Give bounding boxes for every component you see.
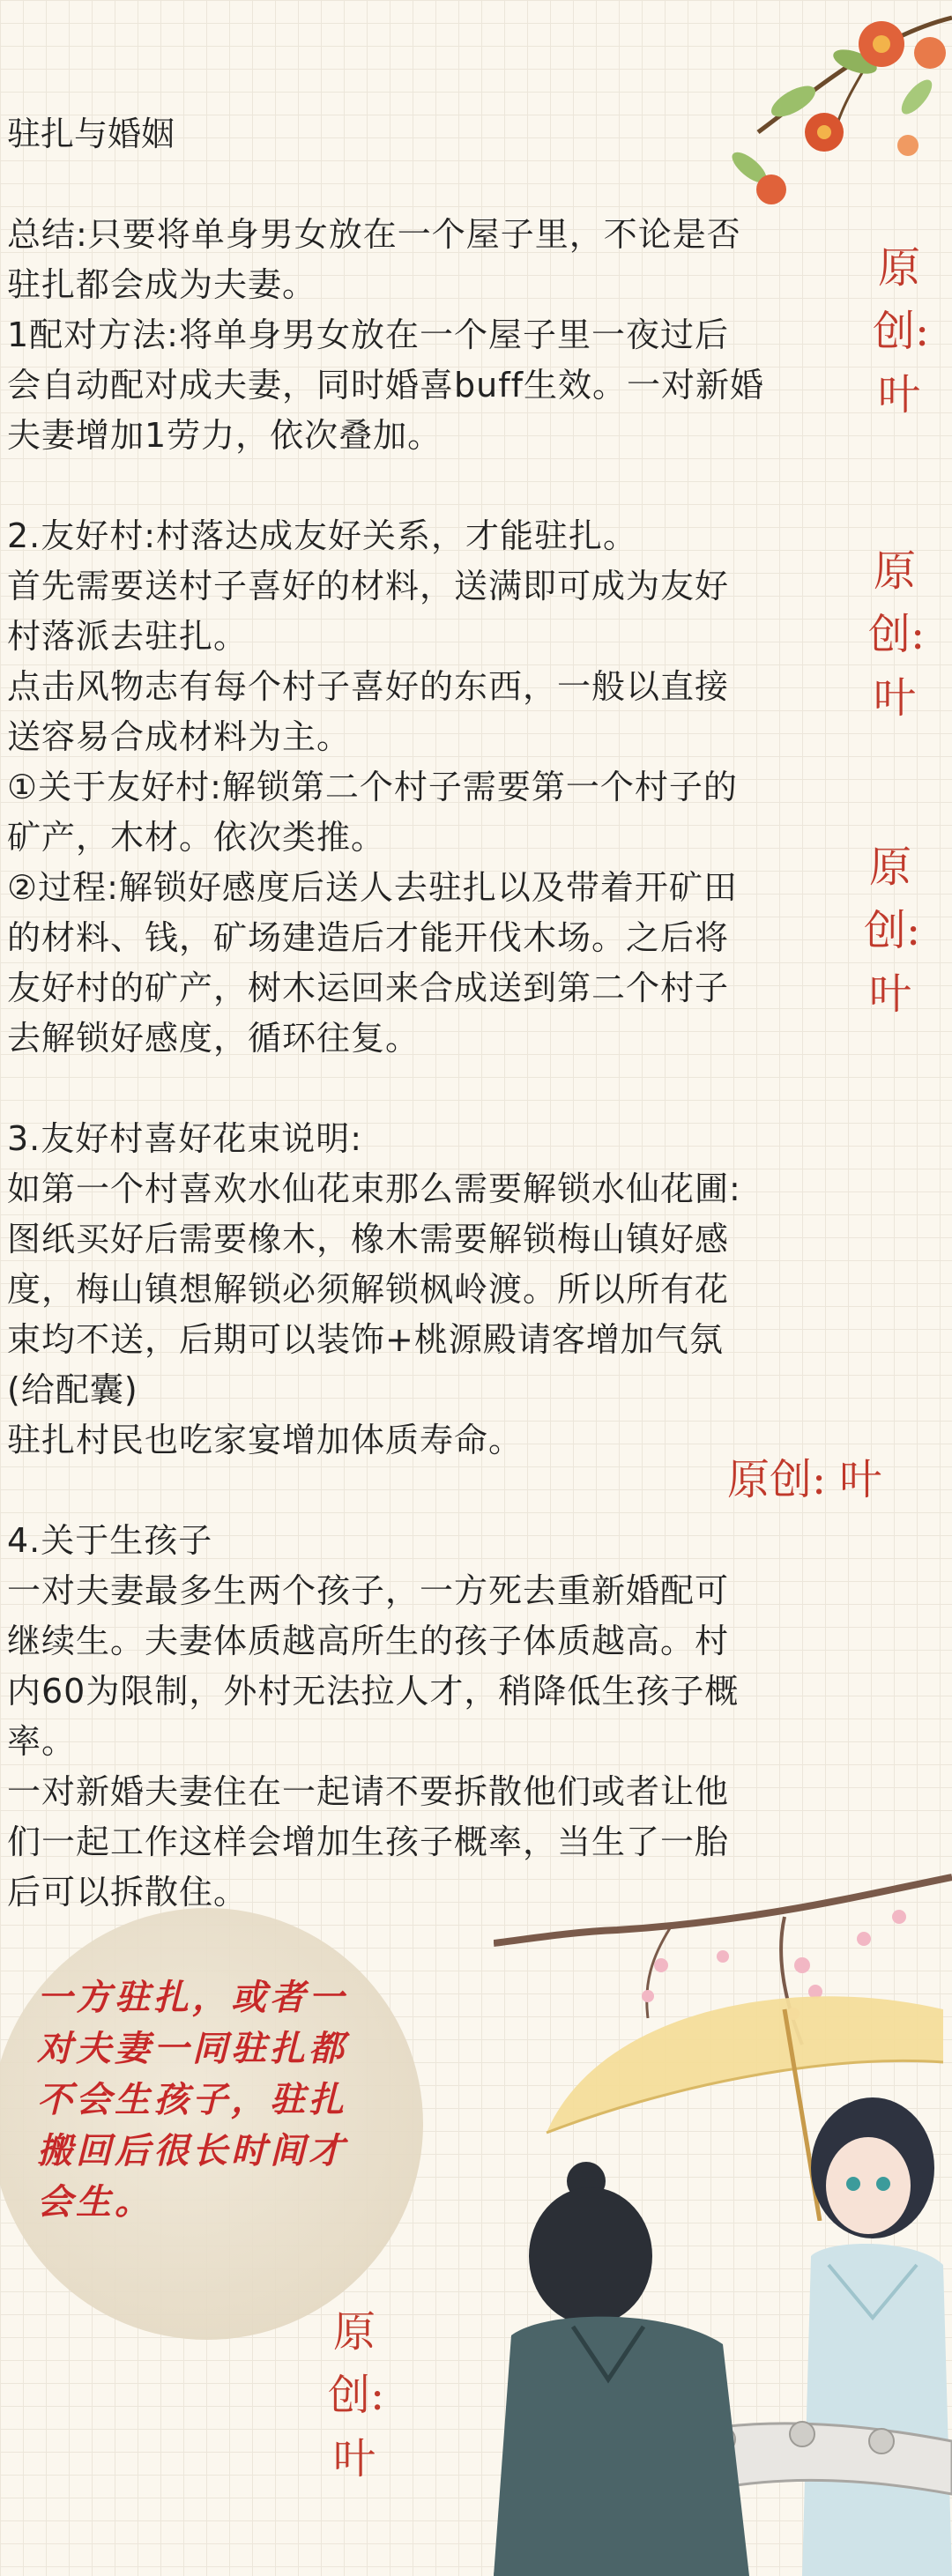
bouquet-line: 图纸买好后需要橡木，橡木需要解锁梅山镇好感 bbox=[7, 1220, 730, 1258]
pairing-line: 会自动配对成夫妻，同时婚喜buff生效。一对新婚 bbox=[7, 366, 764, 405]
pairing-line: 1配对方法:将单身男女放在一个屋子里一夜过后 bbox=[7, 316, 729, 354]
summary-line: 驻扎都会成为夫妻。 bbox=[7, 265, 317, 304]
bouquet-line: 如第一个村喜欢水仙花束那么需要解锁水仙花圃: bbox=[7, 1169, 741, 1208]
friendly-village-line: 送容易合成材料为主。 bbox=[7, 717, 352, 756]
children-line: 4.关于生孩子 bbox=[7, 1521, 213, 1560]
bouquet-line: 驻扎村民也吃家宴增加体质寿命。 bbox=[7, 1421, 524, 1459]
spacer bbox=[7, 1466, 818, 1516]
friendly-village-line: ②过程:解锁好感度后送人去驻扎以及带着开矿田 bbox=[7, 868, 738, 907]
friendly-village-line: 去解锁好感度，循环往复。 bbox=[7, 1019, 420, 1058]
children-line: 一对夫妻最多生两个孩子，一方死去重新婚配可 bbox=[7, 1571, 730, 1610]
bouquet-line: 度，梅山镇想解锁必须解锁枫岭渡。所以所有花 bbox=[7, 1270, 730, 1309]
children-line: 后可以拆散住。 bbox=[7, 1873, 249, 1912]
children-line: 们一起工作这样会增加生孩子概率，当生了一胎 bbox=[7, 1823, 730, 1861]
watermark-original: 原创:叶 bbox=[873, 243, 930, 419]
bouquet-line: 束均不送，后期可以装饰+桃源殿请客增加气氛 bbox=[7, 1320, 724, 1359]
children-line: 率。 bbox=[7, 1722, 77, 1761]
summary-line: 总结:只要将单身男女放在一个屋子里，不论是否 bbox=[7, 215, 741, 254]
friendly-village-line: 的材料、钱，矿场建造后才能开伐木场。之后将 bbox=[7, 918, 730, 957]
friendly-village-line: 村落派去驻扎。 bbox=[7, 617, 249, 656]
friendly-village-line: ①关于友好村:解锁第二个村子需要第一个村子的 bbox=[7, 768, 738, 806]
bouquet-line: 3.友好村喜好花束说明: bbox=[7, 1119, 363, 1158]
friendly-village-line: 友好村的矿产，树木运回来合成送到第二个村子 bbox=[7, 969, 730, 1007]
watermark-original: 原创: 叶 bbox=[727, 1455, 882, 1504]
children-line: 内60为限制，外村无法拉人才，稍降低生孩子概 bbox=[7, 1672, 740, 1711]
watermark-original: 原创:叶 bbox=[328, 2307, 385, 2483]
friendly-village-line: 2.友好村:村落达成友好关系，才能驻扎。 bbox=[7, 516, 638, 555]
children-line: 继续生。夫妻体质越高所生的孩子体质越高。村 bbox=[7, 1622, 730, 1660]
bouquet-line: (给配囊) bbox=[7, 1370, 138, 1409]
spacer bbox=[7, 1064, 818, 1114]
friendly-village-line: 矿产，木材。依次类推。 bbox=[7, 818, 386, 857]
guide-body bbox=[7, 210, 818, 1918]
flower-branch-illustration bbox=[617, 0, 952, 212]
pairing-line: 夫妻增加1劳力，依次叠加。 bbox=[7, 416, 443, 455]
man-figure-illustration bbox=[494, 2159, 758, 2576]
friendly-village-line: 首先需要送村子喜好的材料，送满即可成为友好 bbox=[7, 567, 730, 605]
children-line: 一对新婚夫妻住在一起请不要拆散他们或者让他 bbox=[7, 1772, 730, 1811]
page-title: 驻扎与婚姻 bbox=[7, 115, 175, 153]
spacer bbox=[7, 461, 818, 511]
watermark-original: 原创:叶 bbox=[864, 843, 921, 1019]
friendly-village-line: 点击风物志有每个村子喜好的东西，一般以直接 bbox=[7, 667, 730, 706]
red-handwritten-note: 一方驻扎，或者一对夫妻一同驻扎都不会生孩子，驻扎搬回后很长时间才会生。 bbox=[37, 1977, 347, 2223]
watermark-original: 原创:叶 bbox=[868, 546, 926, 723]
